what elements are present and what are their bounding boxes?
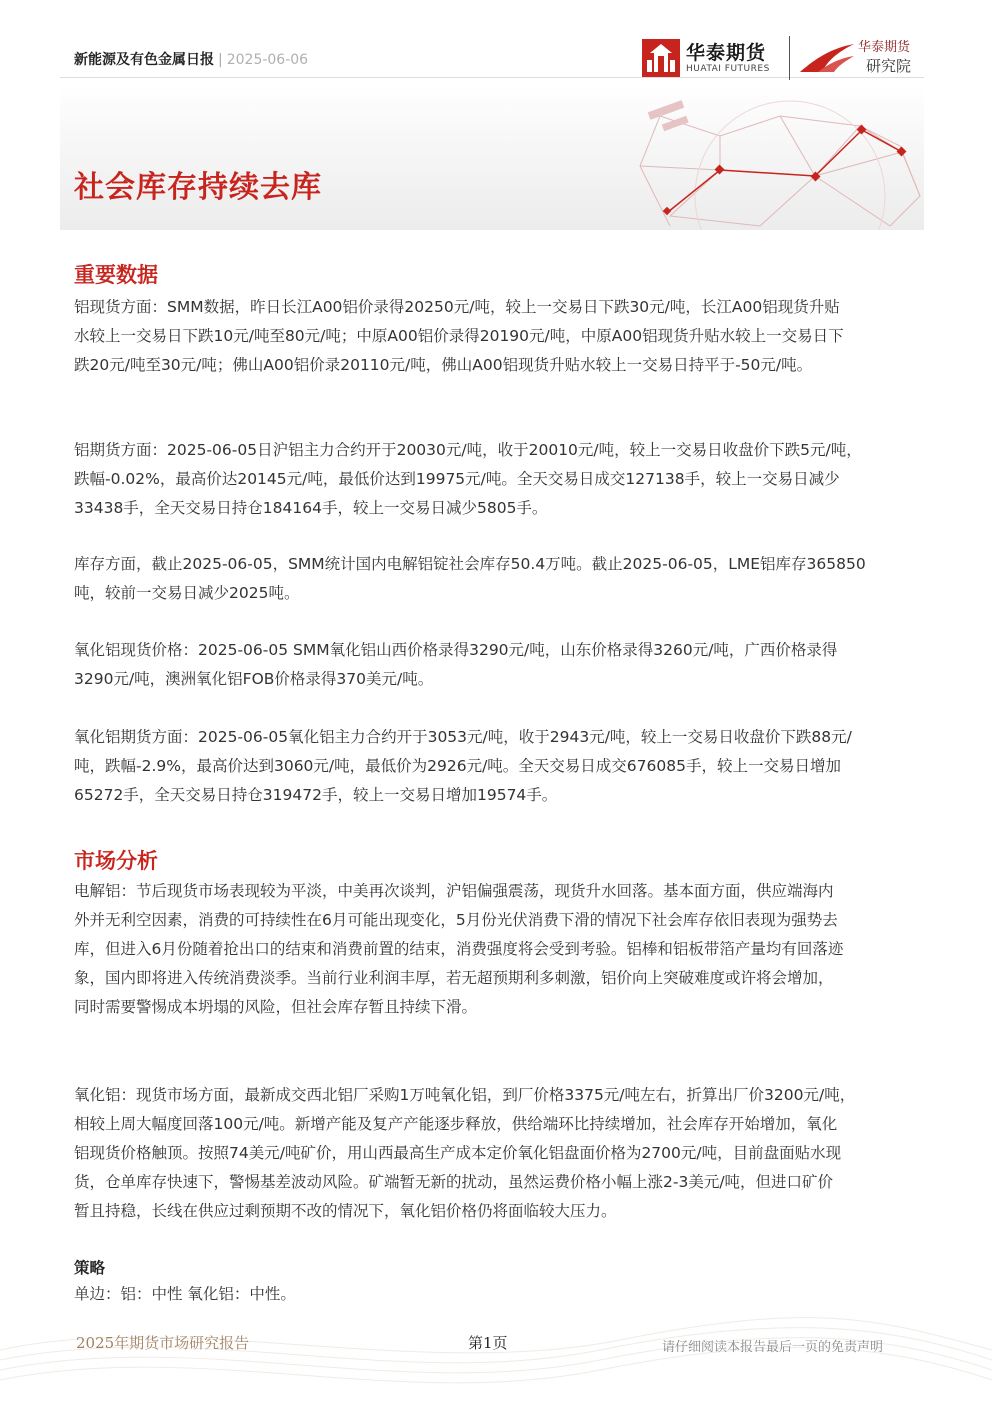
text-line: 水较上一交易日下跌10元/吨至80元/吨；中原A00铝价录得20190元/吨，中原A00铝现货升贴水较上一交易日下 [74, 327, 844, 345]
text-line: 铝现货价格触顶。按照74美元/吨矿价，用山西最高生产成本定价氧化铝盘面价格为2700元/吨，目前盘面贴水现 [74, 1144, 842, 1162]
key-data-paragraph-alumina-spot [74, 636, 940, 694]
separator: | [218, 52, 223, 68]
footer-report-series: 2025年期货市场研究报告 [76, 1334, 250, 1352]
report-date: 2025-06-06 [226, 52, 309, 68]
key-data-paragraph-spot [74, 293, 940, 380]
strategy-heading: 策略 [74, 1259, 106, 1277]
huatai-emblem-icon [642, 39, 680, 77]
text-line: 跌幅-0.02%，最高价达20145元/吨，最低价达到19975元/吨。全天交易日成交127138手，较上一交易日减少 [74, 470, 840, 488]
institute-swoosh-icon [798, 40, 856, 76]
page-title: 社会库存持续去库 [74, 170, 322, 205]
text-line: 货，仓单库存快速下，警惕基差波动风险。矿端暂无新的扰动，虽然运费价格小幅上涨2-3美元/吨，但进口矿价 [74, 1173, 834, 1191]
footer-page-number: 第1页 [468, 1334, 508, 1352]
huatai-logo [642, 38, 792, 80]
text-line: 铝现货方面：SMM数据，昨日长江A00铝价录得20250元/吨，较上一交易日下跌30元/吨，长江A00铝现货升贴 [74, 298, 840, 316]
text-line: 33438手，全天交易日持仓184164手，较上一交易日减少5805手。 [74, 499, 548, 517]
text-line: 电解铝：节后现货市场表现较为平淡，中美再次谈判，沪铝偏强震荡，现货升水回落。基本面方面，供应端海内 [74, 882, 834, 900]
text-line: 氧化铝期货方面：2025-06-05氧化铝主力合约开于3053元/吨，收于2943元/吨，较上一交易日收盘价下跌88元/ [74, 728, 852, 746]
key-data-heading: 重要数据 [74, 263, 158, 287]
text-line: 吨，跌幅-2.9%，最高价达到3060元/吨，最低价为2926元/吨。全天交易日成交676085手，较上一交易日增加 [74, 757, 841, 775]
text-line: 象，国内即将进入传统消费淡季。当前行业利润丰厚，若无超预期利多刺激，铝价向上突破难度或许将会增加， [74, 969, 834, 987]
text-line: 跌20元/吨至30元/吨；佛山A00铝价录20110元/吨，佛山A00铝现货升贴水较上一交易日持平于-50元/吨。 [74, 356, 813, 374]
logo-cn-text: 华泰期货 [686, 42, 767, 64]
text-line: 同时需要警惕成本坍塌的风险，但社会库存暂且持续下滑。 [74, 998, 478, 1016]
text-line: 相较上周大幅度回落100元/吨。新增产能及复产产能逐步释放，供给端环比持续增加，社会库存开始增加，氧化 [74, 1115, 838, 1133]
text-line: 铝期货方面：2025-06-05日沪铝主力合约开于20030元/吨，收于20010元/吨，较上一交易日收盘价下跌5元/吨， [74, 441, 862, 459]
strategy-line: 单边：铝：中性 氧化铝：中性。 [74, 1285, 296, 1303]
institute-logo [798, 36, 928, 82]
logo-divider [789, 36, 790, 80]
text-line: 氧化铝：现货市场方面，最新成交西北铝厂采购1万吨氧化铝，到厂价格3375元/吨左右，折算出厂价3200元/吨， [74, 1086, 856, 1104]
footer-disclaimer: 请仔细阅读本报告最后一页的免责声明 [662, 1340, 884, 1355]
text-line: 外并无利空因素，消费的可持续性在6月可能出现变化，5月份光伏消费下滑的情况下社会库存依旧表现为强势去 [74, 911, 838, 929]
text-line: 吨，较前一交易日减少2025吨。 [74, 584, 300, 602]
text-line: 库存方面，截止2025-06-05，SMM统计国内电解铝锭社会库存50.4万吨。截止2025-06-05，LME铝库存365850 [74, 555, 866, 573]
key-data-paragraph-alumina-futures [74, 723, 940, 810]
network-graphic-icon [600, 86, 930, 230]
text-line: 65272手，全天交易日持仓319472手，较上一交易日增加19574手。 [74, 786, 558, 804]
header-divider [60, 77, 924, 78]
institute-name-line2: 研究院 [866, 57, 912, 75]
report-name: 新能源及有色金属日报 [74, 52, 214, 68]
market-analysis-heading: 市场分析 [74, 849, 158, 873]
logo-en-text: HUATAI FUTURES [686, 64, 770, 74]
key-data-paragraph-futures [74, 436, 940, 523]
key-data-paragraph-inventory [74, 550, 940, 608]
market-analysis-paragraph-aluminum [74, 877, 940, 1022]
text-line: 氧化铝现货价格：2025-06-05 SMM氧化铝山西价格录得3290元/吨，山东价格录得3260元/吨，广西价格录得 [74, 641, 838, 659]
report-line [74, 49, 308, 69]
market-analysis-paragraph-alumina [74, 1081, 940, 1226]
text-line: 库，但进入6月份随着抢出口的结束和消费前置的结束，消费强度将会受到考验。铝棒和铝板带箔产量均有回落迹 [74, 940, 844, 958]
institute-name-line1: 华泰期货 [858, 40, 911, 55]
text-line: 3290元/吨，澳洲氧化铝FOB价格录得370美元/吨。 [74, 670, 434, 688]
text-line: 暂且持稳，长线在供应过剩预期不改的情况下，氧化铝价格仍将面临较大压力。 [74, 1202, 617, 1220]
header-banner [0, 0, 992, 230]
